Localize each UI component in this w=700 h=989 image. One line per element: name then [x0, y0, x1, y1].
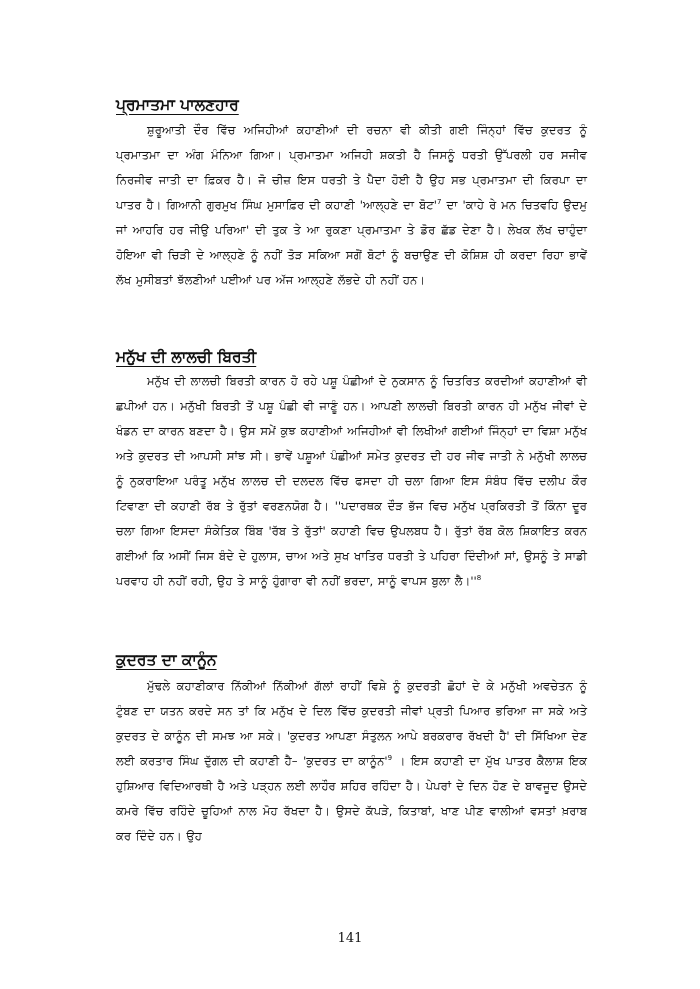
section-heading: ਮਨੁੱਖ ਦੀ ਲਾਲਚੀ ਬਿਰਤੀ [116, 348, 257, 366]
section-paragraph [116, 369, 587, 594]
paragraph-text-continued: । ਇਸ ਕਹਾਣੀ ਦਾ ਮੁੱਖ ਪਾਤਰ ਕੈਲਾਸ਼ ਇਕ ਹੁਸ਼ਿਆਰ ਵਿਦਿਆਰਥੀ ਹੈ ਅਤੇ ਪੜ੍ਹਨ ਲਈ ਲਾਹੌਰ ਸ਼ਹਿਰ ਰਹਿੰਦਾ ਹੈ। ਪੇਪਰਾਂ ਦੇ ਦਿਨ ਹੋਣ ਦੇ ਬਾਵਜੂਦ ਉਸਦੇ ਕਮਰੇ ਵਿੱਚ ਰਹਿੰਦੇ ਚੂਹਿਆਂ ਨਾਲ ਮੋਹ ਰੱਖਦਾ ਹੈ। ਉਸਦੇ ਕੱਪੜੇ, ਕਿਤਾਬਾਂ, ਖਾਣ ਪੀਣ ਵਾਲੀਆਂ ਵਸਤਾਂ ਖ਼ਰਾਬ ਕਰ ਦਿੰਦੇ ਹਨ। ਉਹ [116, 754, 588, 843]
paragraph-text-continued: ਦਾ 'ਕਾਹੇ ਰੇ ਮਨ ਚਿਤਵਹਿ ਉਦਮੁ ਜਾਂ ਆਹਰਿ ਹਰ ਜੀਉ ਪਰਿਆ' ਦੀ ਤੁਕ ਤੇ ਆ ਰੁਕਣਾ ਪ੍ਰਮਾਤਮਾ ਤੇ ਡੋਰ ਛੱਡ ਦੇਣਾ ਹੈ। ਲੇਖਕ ਲੱਖ ਚਾਹੁੰਦਾ ਹੋਇਆ ਵੀ ਚਿੜੀ ਦੇ ਆਲ੍ਹਣੇ ਨੂੰ ਨਹੀਂ ਤੋੜ ਸਕਿਆ ਸਗੋਂ ਬੋਟਾਂ ਨੂੰ ਬਚਾਉਣ ਦੀ ਕੋਸ਼ਿਸ਼ ਹੀ ਕਰਦਾ ਰਿਹਾ ਭਾਵੇਂ ਲੱਖ ਮੁਸੀਬਤਾਂ ਝੱਲਣੀਆਂ ਪਈਆਂ ਪਰ ਅੱਜ ਆਲ੍ਹਣੇ ਲੱਭਦੇ ਹੀ ਨਹੀਂ ਹਨ। [116, 198, 588, 287]
footnote-marker: 8 [476, 574, 482, 583]
paragraph-text: ਮੁੱਢਲੇ ਕਹਾਣੀਕਾਰ ਨਿੱਕੀਆਂ ਨਿੱਕੀਆਂ ਗੱਲਾਂ ਰਾਹੀਂ ਵਿਸ਼ੇ ਨੂੰ ਕੁਦਰਤੀ ਛੋਹਾਂ ਦੇ ਕੇ ਮਨੁੱਖੀ ਅਵਚੇਤਨ ਨੂੰ ਟੁੰਬਣ ਦਾ ਯਤਨ ਕਰਦੇ ਸਨ ਤਾਂ ਕਿ ਮਨੁੱਖ ਦੇ ਦਿਲ ਵਿੱਚ ਕੁਦਰਤੀ ਜੀਵਾਂ ਪ੍ਰਤੀ ਪਿਆਰ ਭਰਿਆ ਜਾ ਸਕੇ ਅਤੇ ਕੁਦਰਤ ਦੇ ਕਾਨੂੰਨ ਦੀ ਸਮਝ ਆ ਸਕੇ। 'ਕੁਦਰਤ ਆਪਣਾ ਸੰਤੁਲਨ ਆਪੇ ਬਰਕਰਾਰ ਰੱਖਦੀ ਹੈ' ਦੀ ਸਿੱਖਿਆ ਦੇਣ ਲਈ ਕਰਤਾਰ ਸਿੰਘ ਦੁੱਗਲ ਦੀ ਕਹਾਣੀ ਹੈ– 'ਕੁਦਰਤ ਦਾ ਕਾਨੂੰਨ' [116, 679, 587, 768]
section-paragraph [116, 118, 587, 293]
section-paragraph [116, 674, 587, 849]
section-heading: ਪ੍ਰਮਾਤਮਾ ਪਾਲਣਹਾਰ [116, 96, 239, 114]
page-number: 141 [337, 931, 363, 946]
paragraph-text: ਸ਼ੁਰੂਆਤੀ ਦੌਰ ਵਿੱਚ ਅਜਿਹੀਆਂ ਕਹਾਣੀਆਂ ਦੀ ਰਚਨਾ ਵੀ ਕੀਤੀ ਗਈ ਜਿੰਨ੍ਹਾਂ ਵਿੱਚ ਕੁਦਰਤ ਨੂੰ ਪ੍ਰਮਾਤਮਾ ਦਾ ਅੰਗ ਮੰਨਿਆ ਗਿਆ। ਪ੍ਰਮਾਤਮਾ ਅਜਿਹੀ ਸ਼ਕਤੀ ਹੈ ਜਿਸਨੂੰ ਧਰਤੀ ਉੱਪਰਲੀ ਹਰ ਸਜੀਵ ਨਿਰਜੀਵ ਜਾਤੀ ਦਾ ਫ਼ਿਕਰ ਹੈ। ਜੋ ਚੀਜ਼ ਇਸ ਧਰਤੀ ਤੇ ਪੈਦਾ ਹੋਈ ਹੈ ਉਹ ਸਭ ਪ੍ਰਮਾਤਮਾ ਦੀ ਕਿਰਪਾ ਦਾ ਪਾਤਰ ਹੈ। ਗਿਆਨੀ ਗੁਰਮੁਖ ਸਿੰਘ ਮੁਸਾਫ਼ਿਰ ਦੀ ਕਹਾਣੀ 'ਆਲ੍ਹਣੇ ਦਾ ਬੋਟ' [116, 123, 587, 212]
paragraph-text: ਮਨੁੱਖ ਦੀ ਲਾਲਚੀ ਬਿਰਤੀ ਕਾਰਨ ਹੋ ਰਹੇ ਪਸ਼ੂ ਪੰਛੀਆਂ ਦੇ ਨੁਕਸਾਨ ਨੂੰ ਚਿਤਰਿਤ ਕਰਦੀਆਂ ਕਹਾਣੀਆਂ ਵੀ ਛਪੀਆਂ ਹਨ। ਮਨੁੱਖੀ ਬਿਰਤੀ ਤੋਂ ਪਸ਼ੂ ਪੰਛੀ ਵੀ ਜਾਣੂੰ ਹਨ। ਆਪਣੀ ਲਾਲਚੀ ਬਿਰਤੀ ਕਾਰਨ ਹੀ ਮਨੁੱਖ ਜੀਵਾਂ ਦੇ ਖੰਡਨ ਦਾ ਕਾਰਨ ਬਣਦਾ ਹੈ। ਉਸ ਸਮੇਂ ਕੁਝ ਕਹਾਣੀਆਂ ਅਜਿਹੀਆਂ ਵੀ ਲਿਖੀਆਂ ਗਈਆਂ ਜਿੰਨ੍ਹਾਂ ਦਾ ਵਿਸ਼ਾ ਮਨੁੱਖ ਅਤੇ ਕੁਦਰਤ ਦੀ ਆਪਸੀ ਸਾਂਝ ਸੀ। ਭਾਵੇਂ ਪਸ਼ੂਆਂ ਪੰਛੀਆਂ ਸਮੇਤ ਕੁਦਰਤ ਦੀ ਹਰ ਜੀਵ ਜਾਤੀ ਨੇ ਮਨੁੱਖੀ ਲਾਲਚ ਨੂੰ ਨੁਕਰਾਇਆ ਪਰੰਤੂ ਮਨੁੱਖ ਲਾਲਚ ਦੀ ਦਲਦਲ ਵਿੱਚ ਫਸਦਾ ਹੀ ਚਲਾ ਗਿਆ ਇਸ ਸੰਬੰਧ ਵਿੱਚ ਦਲੀਪ ਕੌਰ ਟਿਵਾਣਾ ਦੀ ਕਹਾਣੀ ਰੱਬ ਤੇ ਰੁੱਤਾਂ ਵਰਣਨਯੋਗ ਹੈ। ''ਪਦਾਰਥਕ ਦੌੜ ਭੱਜ ਵਿਚ ਮਨੁੱਖ ਪ੍ਰਕਿਰਤੀ ਤੋਂ ਕਿੰਨਾ ਦੂਰ ਚਲਾ ਗਿਆ ਇਸਦਾ ਸੰਕੇਤਿਕ ਬਿੰਬ 'ਰੱਬ ਤੇ ਰੁੱਤਾਂ' ਕਹਾਣੀ ਵਿਚ ਉਪਲਬਧ ਹੈ। ਰੁੱਤਾਂ ਰੱਬ ਕੋਲ ਸ਼ਿਕਾਇਤ ਕਰਨ ਗਈਆਂ ਕਿ ਅਸੀਂ ਜਿਸ ਬੰਦੇ ਦੇ ਹੁਲਾਸ, ਚਾਅ ਅਤੇ ਸੁਖ ਖਾਤਿਰ ਧਰਤੀ ਤੇ ਪਹਿਰਾ ਦਿੰਦੀਆਂ ਸਾਂ, ਉਸਨੂੰ ਤੇ ਸਾਡੀ ਪਰਵਾਹ ਹੀ ਨਹੀਂ ਰਹੀ, ਉਹ ਤੇ ਸਾਨੂੰ ਹੁੰਗਾਰਾ ਵੀ ਨਹੀਂ ਭਰਦਾ, ਸਾਨੂੰ ਵਾਪਸ ਬੁਲਾ ਲੈ।'' [116, 374, 587, 588]
section-heading: ਕੁਦਰਤ ਦਾ ਕਾਨੂੰਨ [116, 651, 217, 669]
footnote-marker: 7 [437, 198, 442, 207]
footnote-marker: 9 [387, 754, 393, 763]
